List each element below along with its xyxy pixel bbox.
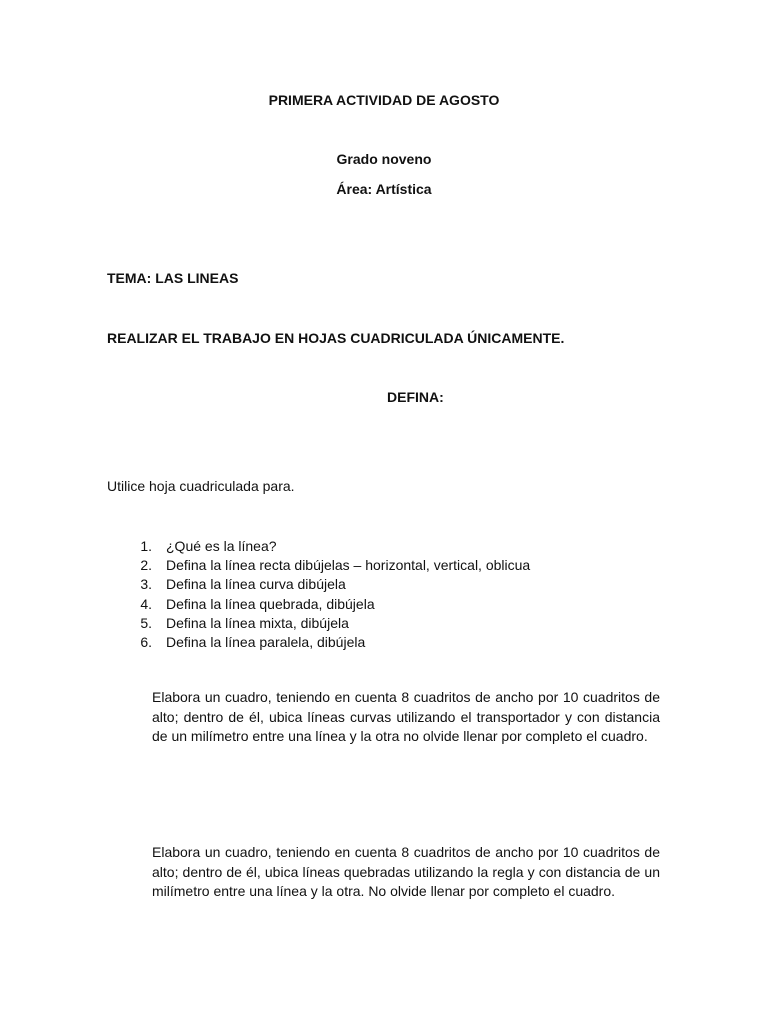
list-item [120,556,530,575]
list-item [120,575,530,594]
question-list [120,537,530,652]
question-text: Defina la línea curva dibújela [166,576,346,593]
list-item [120,633,530,652]
intro-text: Utilice hoja cuadriculada para. [107,478,295,494]
question-text: Defina la línea recta dibújelas – horizontal, vertical, oblicua [166,557,531,574]
list-item [120,595,530,614]
question-number: 2. [140,557,152,574]
area-label: Área: Artística [336,181,432,197]
list-item [120,614,530,633]
list-item [120,537,530,556]
document-title: PRIMERA ACTIVIDAD DE AGOSTO [268,92,500,108]
question-number: 3. [140,576,152,593]
grade-label: Grado noveno [336,151,432,167]
define-heading: DEFINA: [387,389,444,405]
exercise-paragraph-curves: Elabora un cuadro, teniendo en cuenta 8 cuadritos de ancho por 10 cuadritos de alto; dentro de él, ubica líneas curvas utilizando el transportador y con distancia de un milímetro entre una línea y la otra no olvide llenar por completo el cuadro. [152,689,660,744]
topic-heading: TEMA: LAS LINEAS [107,270,239,286]
work-instruction: REALIZAR EL TRABAJO EN HOJAS CUADRICULADA ÚNICAMENTE. [107,330,565,346]
question-text: Defina la línea mixta, dibújela [166,614,349,631]
exercise-paragraph-broken-lines: Elabora un cuadro, teniendo en cuenta 8 cuadritos de ancho por 10 cuadritos de alto; dentro de él, ubica líneas quebradas utilizando la regla y con distancia de un milímetro entre una línea y la otra. No olvide llenar por completo el cuadro. [152,844,660,899]
question-number: 4. [140,595,152,612]
question-text: ¿Qué es la línea? [166,538,277,554]
question-number: 6. [140,633,152,650]
question-number: 1. [140,538,152,554]
question-number: 5. [140,614,152,631]
question-text: Defina la línea quebrada, dibújela [166,595,375,612]
question-text: Defina la línea paralela, dibújela [166,633,366,650]
